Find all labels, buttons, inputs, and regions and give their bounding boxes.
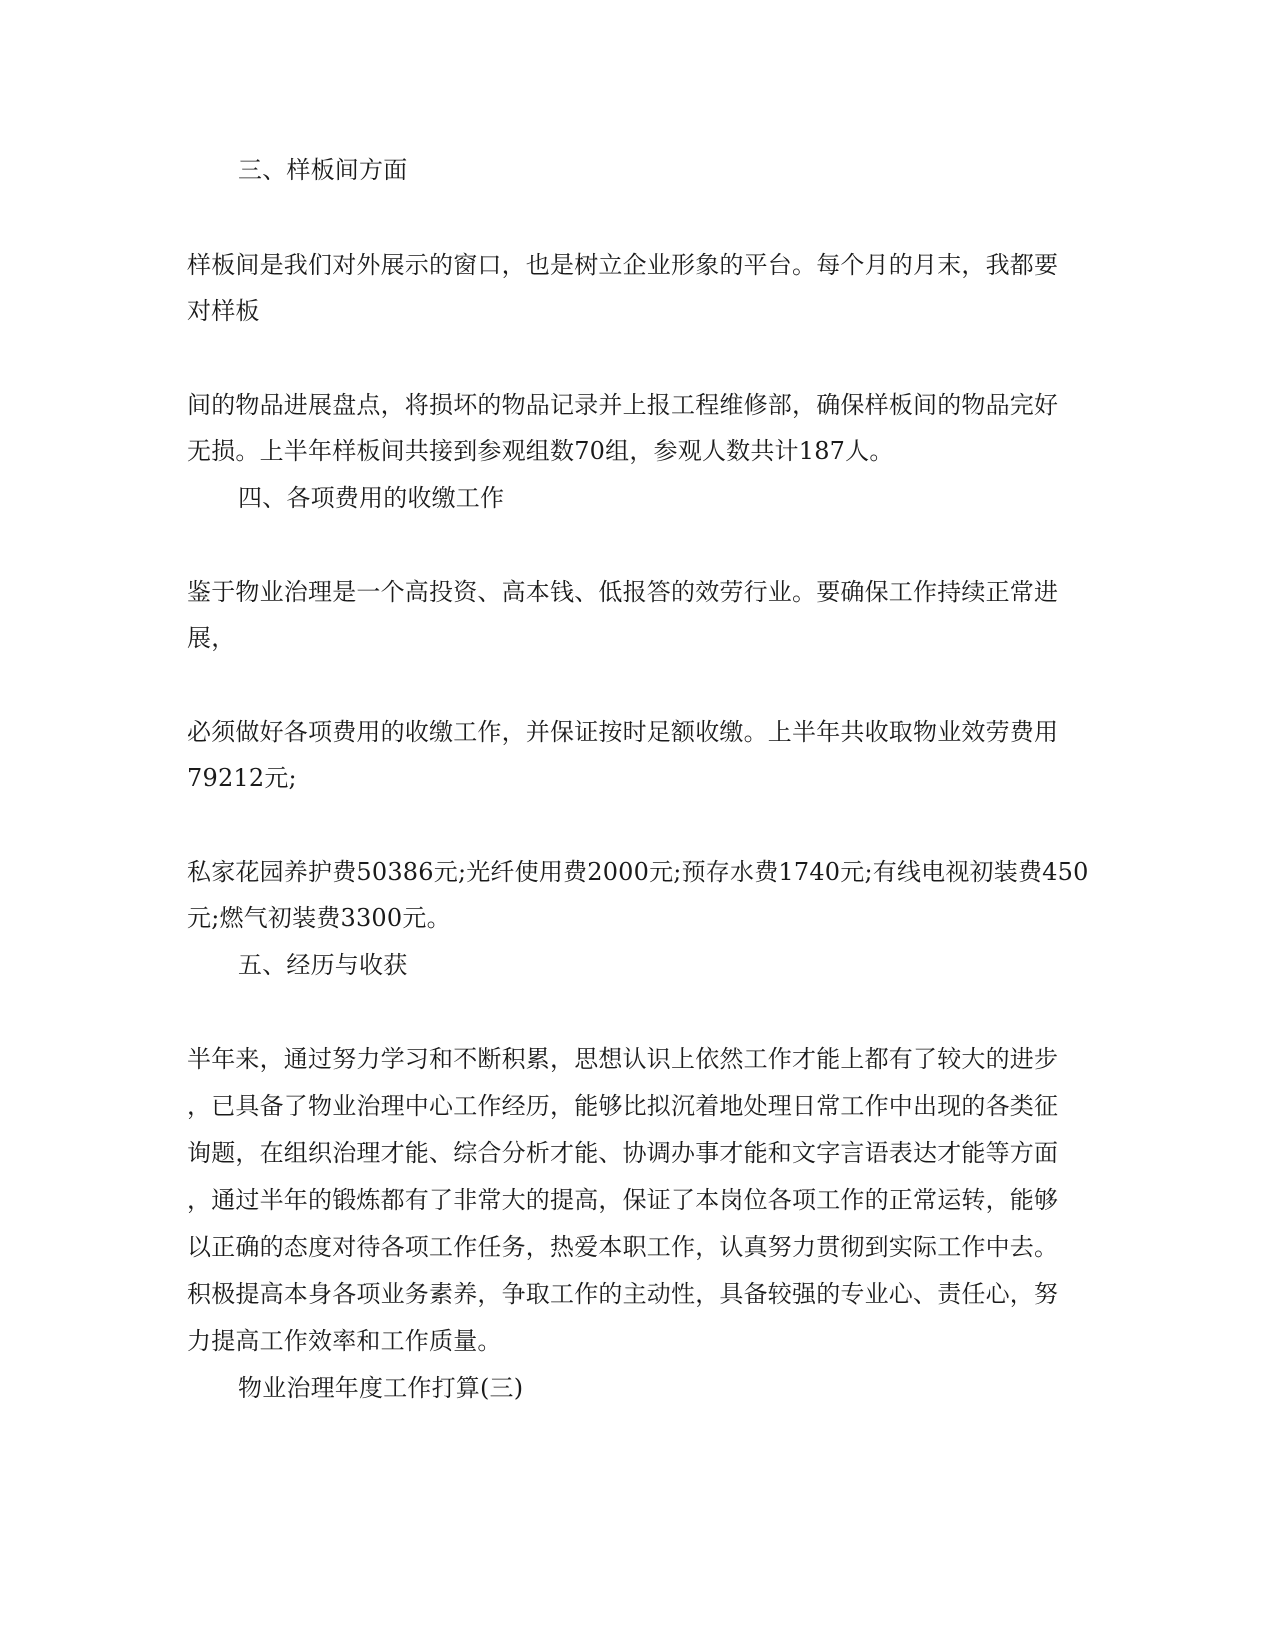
paragraph-line: 询题，在组织治理才能、综合分析才能、协调办事才能和文字言语表达才能等方面: [187, 1139, 1059, 1167]
paragraph-line: 样板间是我们对外展示的窗口，也是树立企业形象的平台。每个月的月末，我都要: [187, 251, 1059, 279]
paragraph-line: 间的物品进展盘点，将损坏的物品记录并上报工程维修部，确保样板间的物品完好: [187, 391, 1059, 419]
paragraph-line: ，已具备了物业治理中心工作经历，能够比拟沉着地处理日常工作中出现的各类征: [187, 1092, 1059, 1120]
paragraph-line: 展，: [187, 624, 236, 652]
paragraph-line: 积极提高本身各项业务素养，争取工作的主动性，具备较强的专业心、责任心，努: [187, 1280, 1059, 1308]
paragraph-line: 力提高工作效率和工作质量。: [187, 1327, 502, 1355]
section-heading: 三、样板间方面: [238, 156, 408, 184]
paragraph-line: 必须做好各项费用的收缴工作，并保证按时足额收缴。上半年共收取物业效劳费用: [187, 718, 1059, 746]
paragraph-line: 鉴于物业治理是一个高投资、高本钱、低报答的效劳行业。要确保工作持续正常进: [187, 578, 1059, 606]
paragraph-line: 对样板: [187, 297, 260, 325]
paragraph-line: ，通过半年的锻炼都有了非常大的提高，保证了本岗位各项工作的正常运转，能够: [187, 1186, 1059, 1214]
paragraph-line: 私家花园养护费50386元;光纤使用费2000元;预存水费1740元;有线电视初装费450: [187, 858, 1089, 886]
closing-heading: 物业治理年度工作打算(三): [238, 1374, 524, 1402]
paragraph-line: 元;燃气初装费3300元。: [187, 904, 451, 932]
paragraph-line: 以正确的态度对待各项工作任务，热爱本职工作，认真努力贯彻到实际工作中去。: [187, 1233, 1059, 1261]
paragraph-line: 无损。上半年样板间共接到参观组数70组，参观人数共计187人。: [187, 437, 894, 465]
paragraph-line: 79212元;: [187, 764, 297, 792]
section-heading: 四、各项费用的收缴工作: [238, 484, 505, 512]
paragraph-line: 半年来，通过努力学习和不断积累，思想认识上依然工作才能上都有了较大的进步: [187, 1045, 1059, 1073]
section-heading: 五、经历与收获: [238, 951, 408, 979]
